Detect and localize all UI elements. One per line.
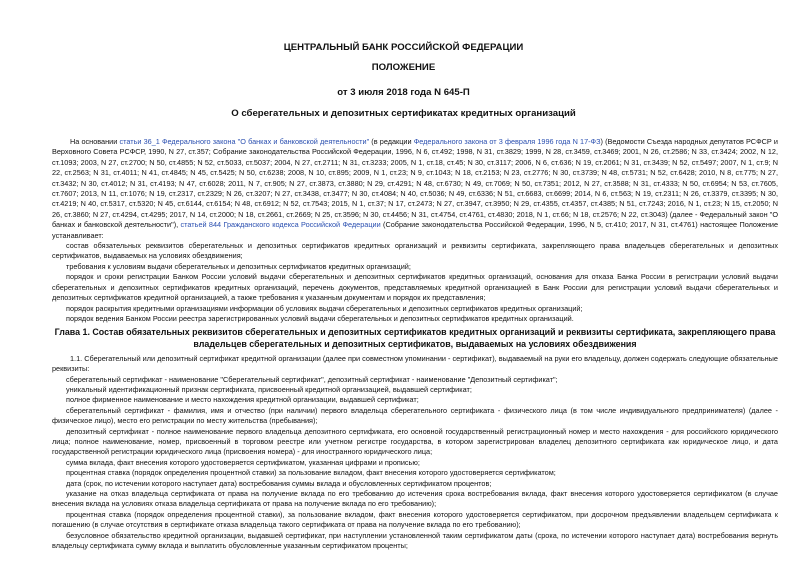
chapter-paragraph: безусловное обязательство кредитной организации, выдавшей сертификат, при наступлении установленной таким сертификатом даты (срока, по истечении которого наступает дата) востребования вернуть владельцу сертификата сумму вклада и выплатить обусловленные указанным сертификатом проценты; [52, 530, 778, 551]
law-article-link[interactable]: статьи 36_1 Федерального закона "О банках и банковской деятельности" [119, 137, 370, 146]
document-header [0, 42, 807, 119]
chapter-paragraph: дата (срок, по истечении которого наступает дата) востребования суммы вклада и обусловленных сертификатом процентов; [66, 478, 492, 488]
chapter-paragraph: депозитный сертификат - полное наименование первого владельца депозитного сертификата, его основной государственный регистрационный номер и место нахождения - для российского юридического лица; полное наименование, номер, присвоенный в торговом реестре или учетном регистре государства, в котором зарегистрирован владелец депозитного сертификата как юридическое лицо, и дата государственной регистрации юридического лица (присвоения номера) - для иностранного юридического лица; [52, 426, 778, 457]
document-type: ПОЛОЖЕНИЕ [371, 62, 436, 73]
civil-code-link[interactable]: статьей 844 Гражданского кодекса Российской Федерации [180, 220, 381, 230]
chapter-paragraph: сберегательный сертификат - наименование "Сберегательный сертификат", депозитный сертификат - наименование "Депозитный сертификат"; [66, 374, 558, 384]
scope-item: порядок и сроки регистрации Банком России условий выдачи сберегательных и депозитных сертификатов кредитных организаций, основания для отказа Банка России в регистрации условий выдачи сберегательных и депозитных сертификатов кредитных организаций, перечень документов, представляемых кредитной организацией в Банк России для регистрации условий выдачи сберегательных и депозитных сертификатов кредитной организацией, а также требования к указанным документам и порядок их представления; [52, 272, 778, 303]
chapter-paragraph: сумма вклада, факт внесения которого удостоверяется сертификатом, указанная цифрами и прописью; [66, 457, 420, 467]
chapter-paragraph: процентная ставка (порядок определения процентной ставки), за пользование вкладом, факт внесения которого удостоверяется сертификатом, при досрочном предъявлении владельцем сертификата к погашению (в случае отсутствия в сертификате отказа владельца такого сертификата от права на получение вклада по его требованию); [52, 509, 778, 530]
document-date-number: от 3 июля 2018 года N 645-П [337, 87, 470, 98]
preamble-text: (в редакции [369, 137, 414, 146]
chapter-paragraph: 1.1. Сберегательный или депозитный сертификат кредитной организации (далее при совместном упоминании - сертификат), выдаваемый на руки его владельцу, должен содержать следующие обязательные реквизиты: [52, 353, 778, 374]
chapter-1-heading: Глава 1. Состав обязательных реквизитов сберегательных и депозитных сертификатов кредитных организаций и реквизиты сертификата, закрепляющего права владельцев сберегательных и депозитных сертификатов, выдаваемых на условиях обездвижения [54, 327, 776, 349]
preamble-citations: ) (Ведомости Съезда народных депутатов РСФСР и Верховного Совета РСФСР, 1990, N 27, ст.357; Собрание законодательства Российской Федерации, 1996, N 6, ст.492; 1998, N 31, ст.3829; 1999, N 28, ст.3459, ст.3469; 2001, N 26, ст.2586; N 33, ст.3424; 2002, N 12, ст.1093; 2003, N 27, ст.2700; N 50, ст.4855; N 52, ст.5033, ст.5037; 2004, N 27, ст.2711; N 31, ст.3233; 2005, N 1, ст.18, ст.45; N 30, ст.3117; 2006, N 6, ст.636; N 19, ст.2061; N 31, ст.3439; N 52, ст.5497; 2007, N 1, ст.9; N 22, ст.2563; N 31, ст.4011; N 41, ст.4845; N 45, ст.5425; N 50, ст.6238; 2008, N 10, ст.895; 2009, N 1, ст.23; N 9, ст.1043; N 18, ст.2153; N 23, ст.2776; N 30, ст.3739; N 48, ст.5731; N 52, ст.6428; 2010, N 8, ст.775; N 27, ст.3432; N 30, ст.4012; N 31, ст.4193; N 47, ст.6028; 2011, N 7, ст.905; N 27, ст.3873, ст.3880; N 29, ст.4291; N 48, ст.6730; N 49, ст.7069; N 50, ст.7351; 2012, N 27, ст.3588; N 31, ст.4333; N 50, ст.6954; N 53, ст.7605, ст.7607; 2013, N 11, ст.1076; N 19, ст.2317, ст.2329; N 26, ст.3207; N 27, ст.3438, ст.3477; N 30, ст.4084; N 40, ст.5036; N 49, ст.6336; N 51, ст.6683, ст.6699; 2014, N 6, ст.563; N 19, ст.2311; N 26, ст.3379, ст.3395; N 30, ст.4219; N 40, ст.5317, ст.5320; N 45, ст.6144, ст.6154; N 48, ст.6912; N 52, ст.7543; 2015, N 1, ст.37; N 17, ст.2473; N 27, ст.3947, ст.3950; N 29, ст.4355, ст.4357, ст.4385; N 51, ст.7243; 2016, N 1, ст.23; N 15, ст.2050; N 26, ст.3860; N 27, ст.4294, ст.4295; 2017, N 14, ст.2000; N 18, ст.2661, ст.2669; N 25, ст.3596; N 30, ст.4456; N 31, ст.4754, ст.4761, ст.4830; 2018, N 1, ст.66; N 18, ст.2576; N 22, ст.3043) (далее - Федеральный закон "О банках и банковской деятельности"), [52, 137, 778, 230]
preamble-ending: (Собрание законодательства Российской Федерации, 1996, N 5, ст.410; 2017, N 31, ст.4761) настоящее Положение устанавливает: [52, 220, 779, 240]
federal-law-link[interactable]: Федерального закона от 3 февраля 1996 года N 17-ФЗ [413, 137, 601, 146]
chapter-paragraph: сберегательный сертификат - фамилия, имя и отчество (при наличии) первого владельца сберегательного сертификата - физического лица (в том числе индивидуального предпринимателя) (далее - физическое лицо), место его регистрации по месту жительства (пребывания); [52, 405, 778, 426]
chapter-paragraph: указание на отказ владельца сертификата от права на получение вклада по его требованию до истечения срока востребования вклада, факт внесения которого удостоверяется сертификатом (в случае внесения вклада на условиях отказа владельца сертификата от права на получение вклада по его требованию); [52, 489, 778, 509]
chapter-paragraph: процентная ставка (порядок определения процентной ставки) за пользование вкладом, факт внесения которого удостоверяется сертификатом; [66, 468, 556, 478]
preamble [52, 137, 778, 241]
preamble-lead: На основании [70, 137, 120, 146]
document-title: О сберегательных и депозитных сертификатах кредитных организаций [231, 108, 576, 119]
issuer-name: ЦЕНТРАЛЬНЫЙ БАНК РОССИЙСКОЙ ФЕДЕРАЦИИ [283, 42, 524, 53]
document-body [52, 137, 778, 551]
chapter-paragraph: уникальный идентификационный признак сертификата, присвоенный кредитной организацией, выдавшей сертификат; [66, 384, 472, 394]
scope-item: состав обязательных реквизитов сберегательных и депозитных сертификатов кредитных организаций и реквизиты сертификата, закрепляющего права владельцев сберегательных и депозитных сертификатов, выдаваемых на условиях обездвижения; [52, 241, 778, 261]
scope-item: требования к условиям выдачи сберегательных и депозитных сертификатов кредитных организаций; [66, 261, 411, 271]
chapter-paragraph: полное фирменное наименование и место нахождения кредитной организации, выдавшей сертификат; [66, 395, 419, 405]
scope-item: порядок раскрытия кредитными организациями информации об условиях выдачи сберегательных и депозитных сертификатов кредитных организаций; [66, 303, 583, 313]
scope-item: порядок ведения Банком России реестра зарегистрированных условий выдачи сберегательных и депозитных сертификатов кредитных организаций. [66, 313, 574, 323]
